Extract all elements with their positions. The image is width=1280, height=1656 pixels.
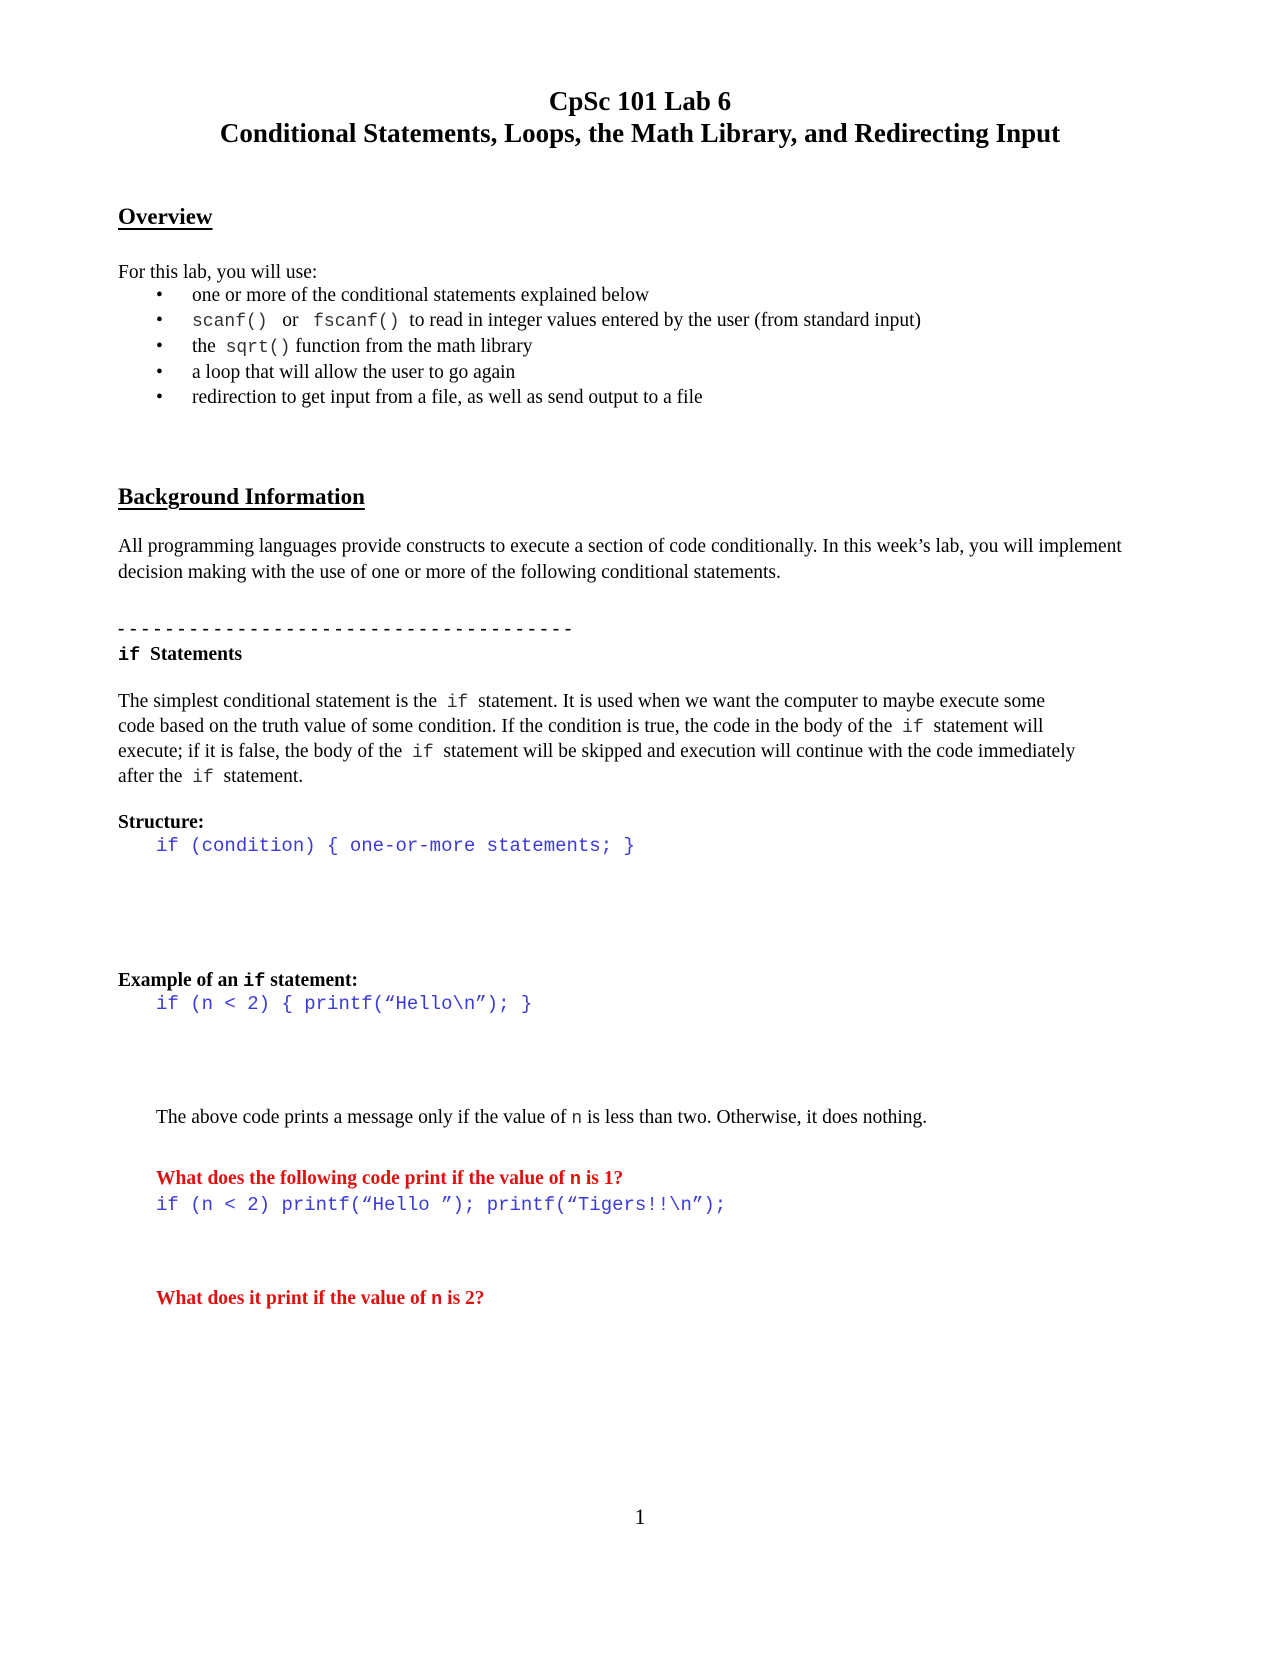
page-number: 1 [634,1504,646,1529]
section-divider: - - - - - - - - - - - - - - - - - - - - - - - - - - - - - - - - - - - - - - [118,618,572,639]
title-line-1: CpSc 101 Lab 6 [548,86,732,116]
example-code-block: if (n < 2) { printf(“Hello\n”); } [156,993,533,1015]
bullet-icon: • [156,310,163,331]
question-1: What does the following code print if the value of n is 1? [156,1168,624,1190]
bullet-icon: • [156,387,163,408]
structure-label: Structure: [118,812,205,833]
background-heading: Background Information [118,484,365,509]
list-item: • redirection to get input from a file, as well as send output to a file [156,387,703,408]
example-label: Example of an if statement: [118,970,358,992]
if-paragraph-line-4: after the if statement. [118,766,304,788]
if-heading: if Statements [118,644,243,666]
overview-intro: For this lab, you will use: [118,262,318,283]
list-item: • a loop that will allow the user to go again [156,362,516,383]
bullet-icon: • [156,285,163,306]
bullet-icon: • [156,336,163,357]
question-1-code-block: if (n < 2) printf(“Hello ”); printf(“Tigers!!\n”); [156,1194,727,1216]
bullet-icon: • [156,362,163,383]
if-paragraph-line-3: execute; if it is false, the body of the if statement will be skipped and execution will continue with the code immediately [118,741,1076,763]
question-2: What does it print if the value of n is 2? [156,1288,485,1310]
title-line-2: Conditional Statements, Loops, the Math Library, and Redirecting Input [219,118,1061,148]
structure-code-block: if (condition) { one-or-more statements; } [156,835,635,857]
example-explanation: The above code prints a message only if the value of n is less than two. Otherwise, it does nothing. [156,1107,928,1129]
if-paragraph-line-1: The simplest conditional statement is the if statement. It is used when we want the computer to maybe execute some [118,691,1046,713]
overview-heading: Overview [118,204,213,229]
background-paragraph: All programming languages provide constructs to execute a section of code conditionally. In this week’s lab, you will implement decision making with the use of one or more of the following conditional statements. [118,536,1122,583]
if-paragraph-line-2: code based on the truth value of some condition. If the condition is true, the code in the body of the if statement will [118,716,1044,738]
list-item: • scanf() or fscanf() to read in integer values entered by the user (from standard input) [156,310,921,332]
list-item: • the sqrt() function from the math library [156,336,533,358]
list-item: • one or more of the conditional statements explained below [156,285,650,306]
